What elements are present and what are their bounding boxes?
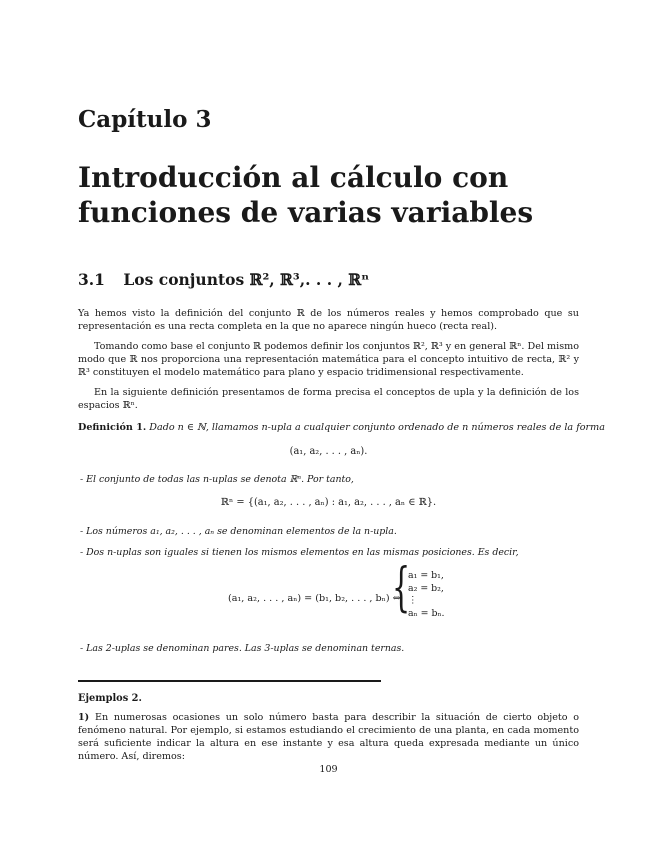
left-brace-icon: {: [392, 558, 411, 618]
paragraph-3: En la siguiente definición presentamos de forma precisa el conceptos de upla y la definición de los espacios ℝⁿ.: [78, 387, 579, 411]
section-number: 3.1: [78, 270, 105, 289]
chapter-title: Introducción al cálculo con funciones de varias variables: [78, 161, 534, 229]
section-title: Los conjuntos ℝ², ℝ³,. . . , ℝⁿ: [123, 270, 370, 289]
definition-label: Definición 1.: [78, 422, 147, 433]
paragraph-1: Ya hemos visto la definición del conjunto ℝ de los números reales y hemos comprobado que su representación es una recta completa en la que no aparece ningún hueco (recta real).: [78, 308, 579, 332]
page-number: 109: [319, 764, 338, 775]
system-left-side: (a₁, a₂, . . . , aₙ) = (b₁, b₂, . . . , bₙ) ⇔: [228, 593, 401, 604]
formula-tuple: (a₁, a₂, . . . , aₙ).: [289, 446, 368, 457]
example-1: [78, 711, 579, 763]
divider: [78, 680, 381, 682]
system-line: a₂ = b₂,: [408, 582, 444, 594]
bullet-elements: - Los números a₁, a₂, . . . , aₙ se denominan elementos de la n-upla.: [80, 526, 397, 537]
bullet-pairs: - Las 2-uplas se denominan pares. Las 3-uplas se denominan ternas.: [80, 643, 405, 654]
bullet-notation: - El conjunto de todas las n-uplas se denota ℝⁿ. Por tanto,: [80, 474, 354, 485]
examples-title: Ejemplos 2.: [78, 693, 142, 704]
definition-text: Dado n ∈ ℕ, llamamos n-upla a cualquier conjunto ordenado de n números reales de la forma: [149, 422, 605, 433]
system-line: ⋮: [408, 595, 418, 606]
system-line: aₙ = bₙ.: [408, 607, 445, 619]
formula-rn: ℝⁿ = {(a₁, a₂, . . . , aₙ) : a₁, a₂, . . . , aₙ ∈ ℝ}.: [220, 497, 437, 508]
system-equations: [408, 570, 445, 620]
definition: [78, 421, 605, 434]
chapter-label: Capítulo 3: [78, 106, 212, 133]
system-line: a₁ = b₁,: [408, 570, 444, 581]
example-1-label: 1): [78, 712, 90, 723]
example-1-text: En numerosas ocasiones un solo número basta para describir la situación de cierto objeto o fenómeno natural. Por ejemplo, si estamos estudiando el crecimiento de una planta, en cada momento será suficiente indicar la altura en ese instante y esa altura queda expresada mediante un único número. Así, diremos:: [78, 712, 579, 762]
paragraph-2: Tomando como base el conjunto ℝ podemos definir los conjuntos ℝ², ℝ³ y en general ℝⁿ. Del mismo modo que ℝ nos proporciona una representación matemática para el concepto intuitivo de recta, ℝ² y ℝ³ constituyen el modelo matemático para plano y espacio tridimensional respectivamente.: [78, 341, 579, 378]
bullet-equality: - Dos n-uplas son iguales si tienen los mismos elementos en las mismas posiciones. Es decir,: [80, 547, 519, 558]
section-heading: [78, 270, 369, 289]
